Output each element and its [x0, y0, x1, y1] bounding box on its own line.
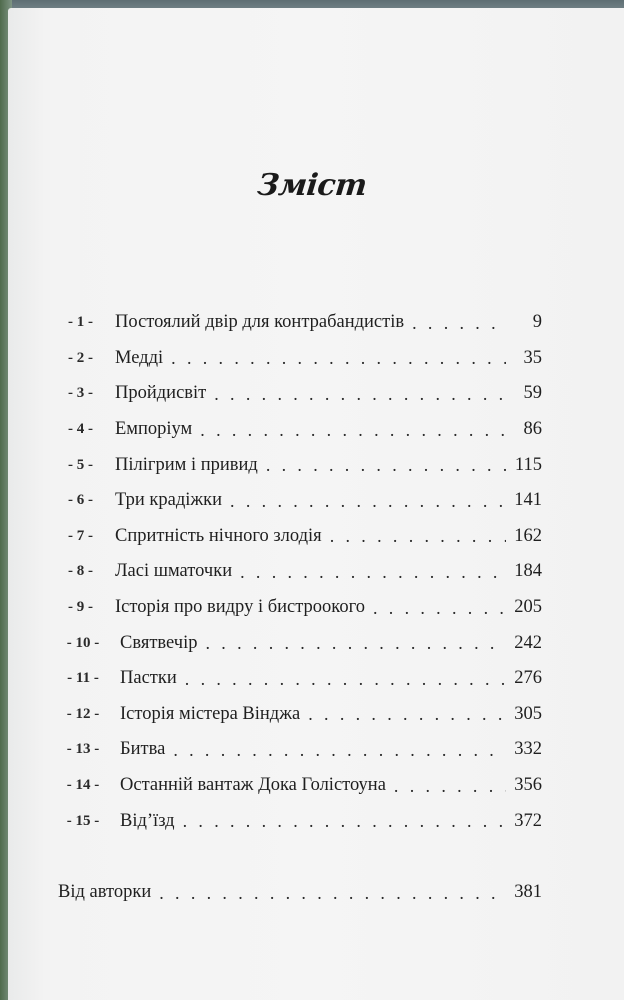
chapter-title: Святвечір	[120, 632, 198, 653]
dot-leader	[167, 348, 506, 368]
chapter-number: - 3 -	[68, 385, 93, 402]
toc-entry-14	[58, 768, 542, 804]
toc-entry-8	[58, 554, 542, 590]
dot-leader	[262, 455, 506, 475]
chapter-number: - 6 -	[68, 492, 93, 509]
dot-leader	[196, 420, 506, 440]
dot-leader	[304, 704, 506, 724]
chapter-page: 184	[514, 561, 542, 582]
chapter-title: Історія містера Вінджа	[120, 703, 301, 724]
page-title: Зміст	[255, 168, 369, 203]
toc-entry-9	[58, 590, 542, 626]
chapter-page: 162	[514, 525, 542, 546]
table-of-contents	[58, 305, 542, 839]
toc-entry-3	[58, 376, 542, 412]
chapter-number: - 1 -	[68, 314, 93, 331]
chapter-number: - 12 -	[66, 705, 100, 722]
toc-entry-11	[58, 661, 542, 697]
afterword-page: 381	[514, 882, 542, 903]
chapter-title: Від’їзд	[120, 810, 175, 831]
dot-leader	[155, 883, 506, 903]
chapter-number: - 10 -	[66, 634, 100, 651]
toc-entry-15	[58, 803, 542, 839]
chapter-page: 115	[514, 454, 542, 475]
chapter-number: - 15 -	[66, 812, 100, 829]
chapter-number: - 14 -	[66, 777, 100, 794]
chapter-number: - 13 -	[66, 741, 100, 758]
chapter-title: Пройдисвіт	[115, 383, 207, 404]
toc-entry-4	[58, 412, 542, 448]
chapter-title: Ласі шматочки	[115, 561, 233, 582]
chapter-page: 9	[532, 312, 542, 333]
chapter-page: 141	[514, 490, 542, 511]
toc-entry-2	[58, 341, 542, 377]
toc-afterword	[58, 875, 542, 911]
chapter-title: Постоялий двір для контрабандистів	[115, 312, 405, 333]
toc-entry-13	[58, 732, 542, 768]
chapter-number: - 5 -	[68, 456, 93, 473]
chapter-title: Емпоріум	[115, 419, 193, 440]
dot-leader	[408, 313, 506, 333]
dot-leader	[210, 384, 506, 404]
chapter-title: Три крадіжки	[115, 490, 223, 511]
dot-leader	[326, 526, 506, 546]
chapter-page: 205	[514, 597, 542, 618]
chapter-number: - 7 -	[68, 527, 93, 544]
chapter-page: 356	[514, 775, 542, 796]
chapter-page: 276	[514, 668, 542, 689]
dot-leader	[179, 811, 506, 831]
dot-leader	[181, 669, 506, 689]
dot-leader	[390, 776, 506, 796]
toc-entry-1	[58, 305, 542, 341]
chapter-title: Пастки	[120, 668, 177, 689]
chapter-page: 372	[514, 810, 542, 831]
toc-entry-12	[58, 697, 542, 733]
chapter-page: 35	[523, 347, 542, 368]
chapter-page: 332	[514, 739, 542, 760]
chapter-title: Останній вантаж Дока Голістоуна	[120, 775, 386, 796]
chapter-number: - 8 -	[68, 563, 93, 580]
toc-entry-10	[58, 625, 542, 661]
chapter-page: 59	[523, 383, 542, 404]
chapter-number: - 4 -	[68, 421, 93, 438]
chapter-page: 86	[523, 419, 542, 440]
toc-entry-afterword	[58, 875, 542, 911]
dot-leader	[226, 491, 506, 511]
toc-entry-6	[58, 483, 542, 519]
dot-leader	[202, 633, 507, 653]
chapter-page: 305	[514, 703, 542, 724]
toc-entry-5	[58, 447, 542, 483]
chapter-title: Історія про видру і бистроокого	[115, 597, 365, 618]
chapter-title: Пілігрим і привид	[115, 454, 258, 475]
dot-leader	[369, 598, 506, 618]
chapter-title: Спритність нічного злодія	[115, 525, 322, 546]
chapter-number: - 11 -	[67, 670, 99, 687]
chapter-number: - 9 -	[68, 599, 93, 616]
chapter-page: 242	[514, 632, 542, 653]
chapter-number: - 2 -	[68, 349, 93, 366]
chapter-title: Медді	[115, 347, 164, 368]
afterword-title: Від авторки	[58, 882, 152, 903]
dot-leader	[169, 740, 506, 760]
dot-leader	[236, 562, 506, 582]
toc-entry-7	[58, 519, 542, 555]
chapter-title: Битва	[120, 739, 166, 760]
